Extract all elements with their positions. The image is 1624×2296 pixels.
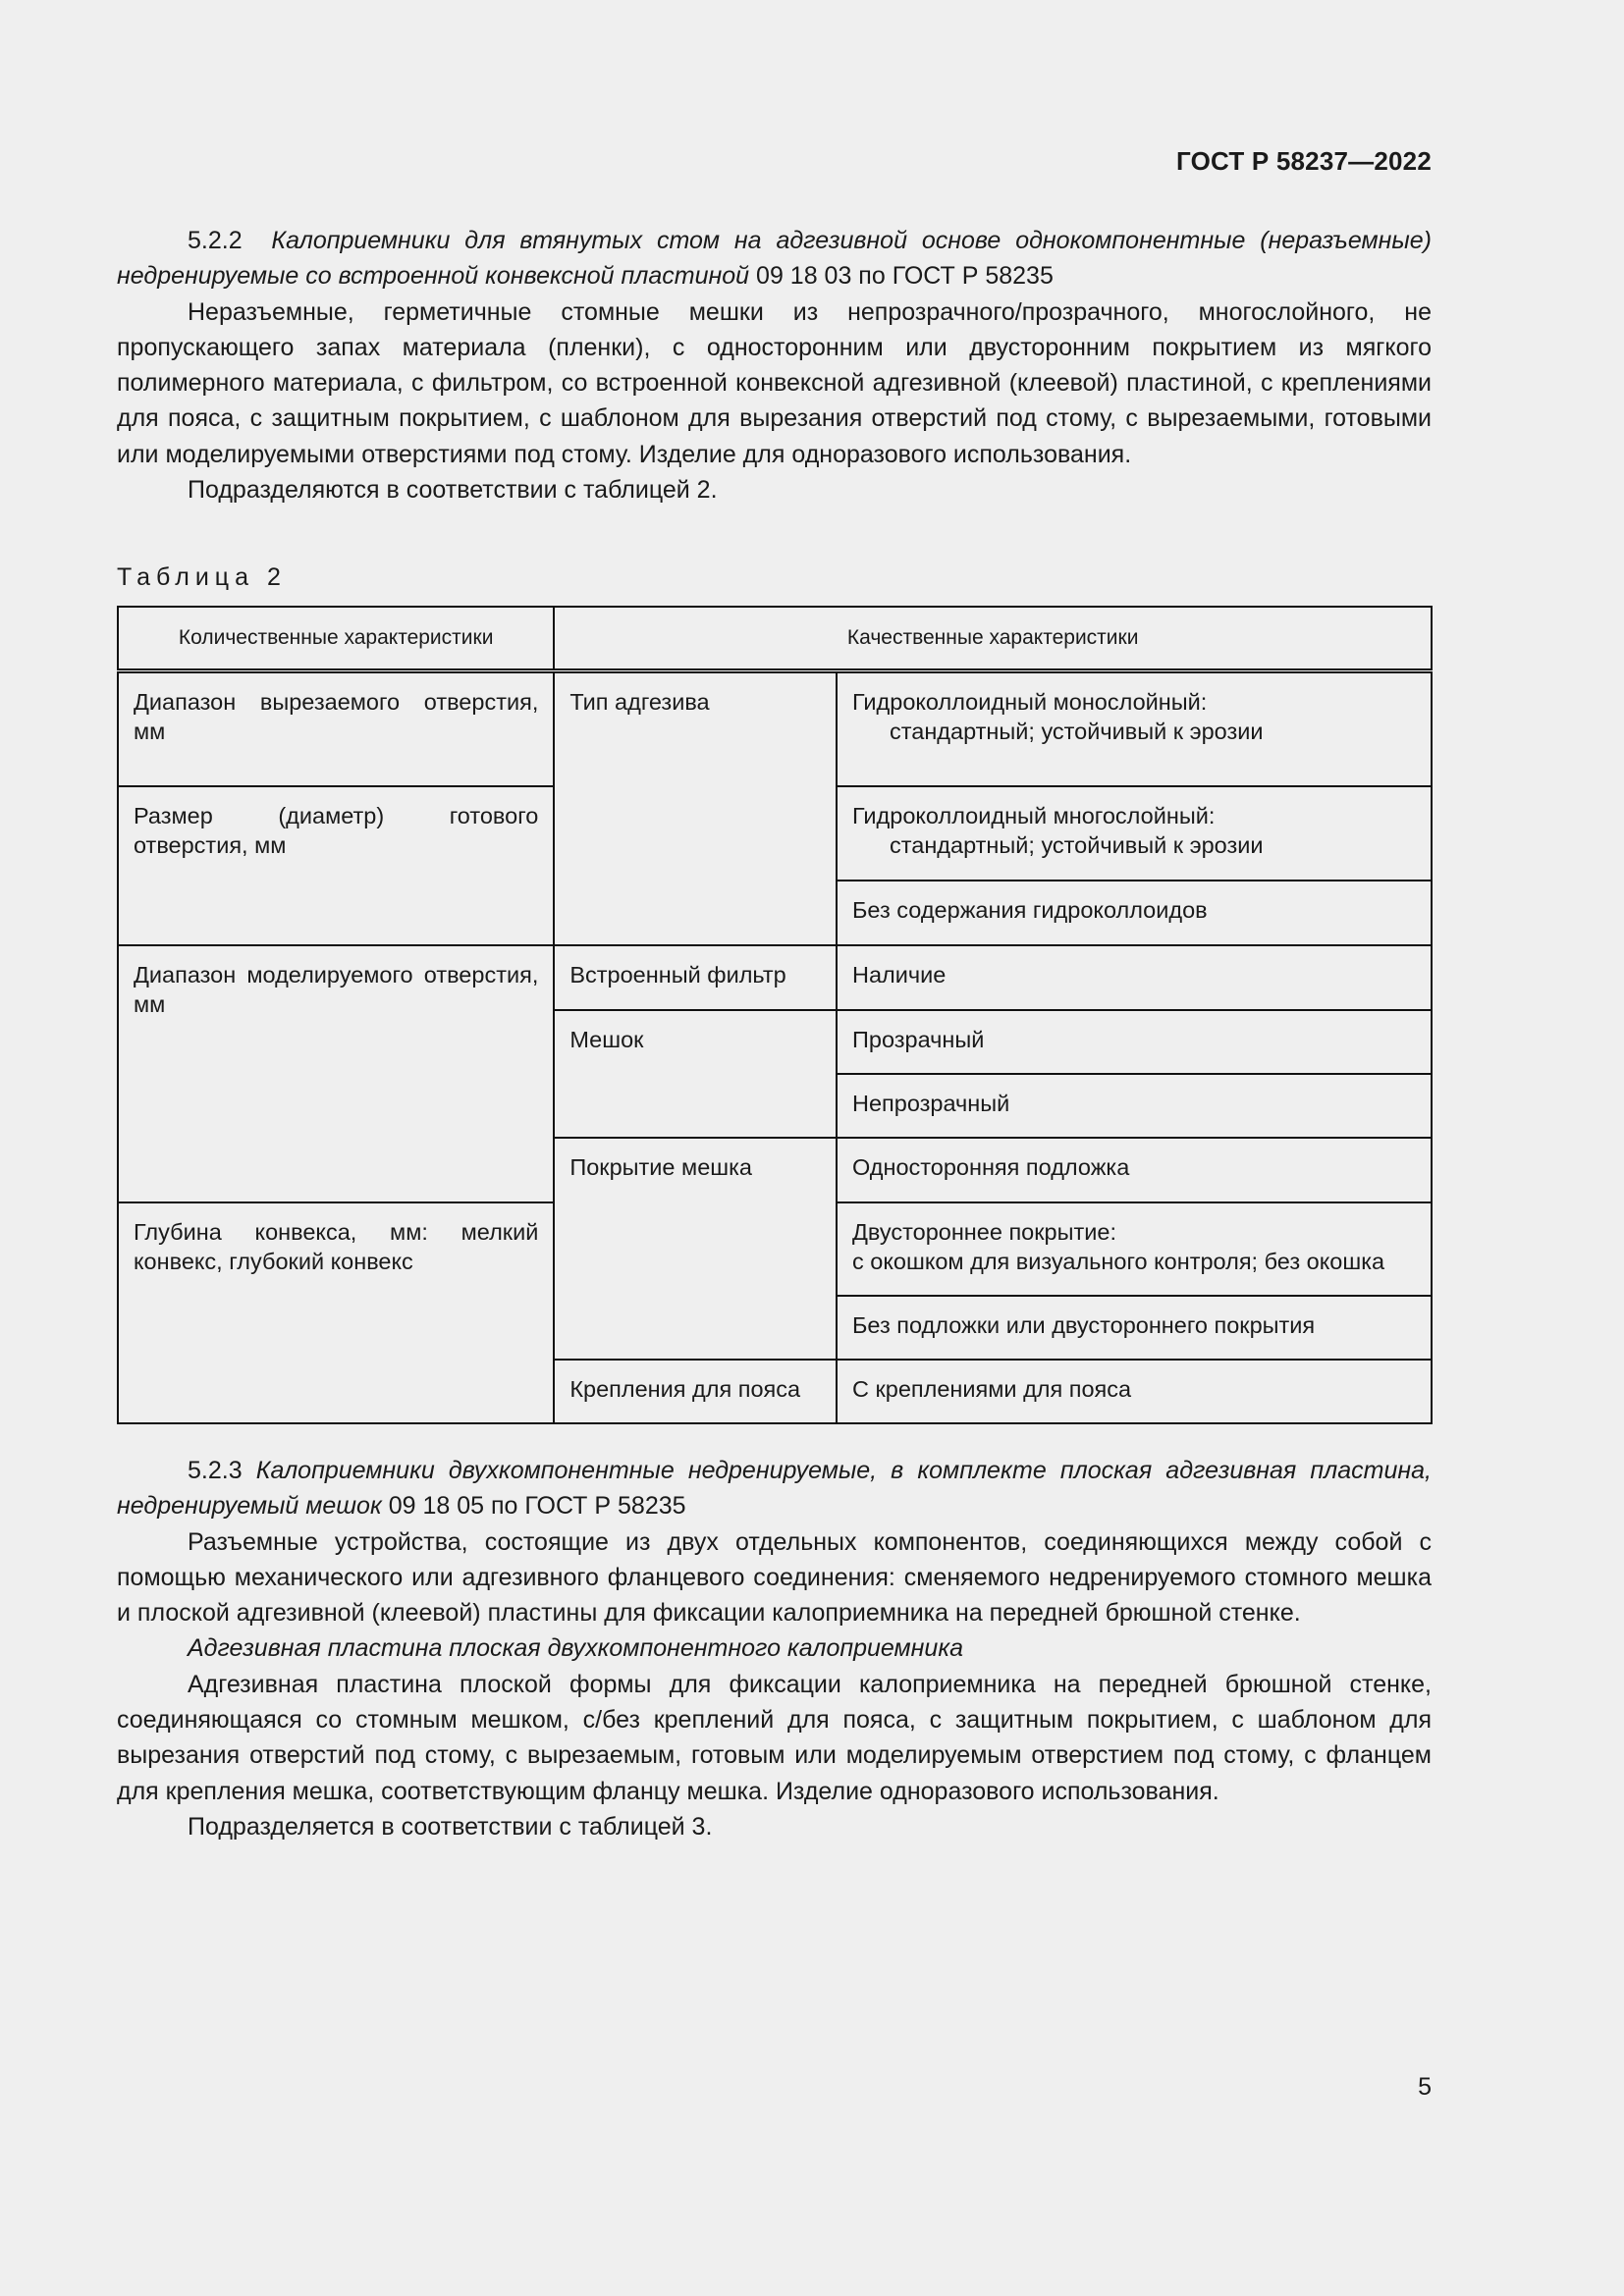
characteristics-table [117, 606, 1433, 1424]
filter-value: Наличие [837, 945, 1432, 1010]
code-reference: 09 18 05 по ГОСТ Р 58235 [388, 1492, 686, 1521]
document-code: ГОСТ Р 58237—2022 [1176, 146, 1432, 176]
quantitative-cell: Диапазон моделируемого отверстия, мм [118, 945, 554, 1202]
section-description: Разъемные устройства, состоящие из двух отдельных компонентов, соединяющихся между собой с помощью механического или адгезивного фланцевого соединения: сменяемого недренируемого стомного мешка и плоской адгезивной (клеевой) пластины для фиксации калоприемника на передней брюшной стенке. [117, 1527, 1432, 1628]
page-number: 5 [1418, 2073, 1432, 2101]
section-heading [117, 1453, 1432, 1524]
bag-value: Непрозрачный [837, 1074, 1432, 1138]
value-sub: стандартный; устойчивый к эрозии [890, 831, 1264, 858]
value-sub: с окошком для визуального контроля; без окошка [852, 1248, 1385, 1274]
header-quantitative: Количественные характеристики [118, 607, 554, 671]
code-reference: 09 18 03 по ГОСТ Р 58235 [756, 262, 1054, 291]
section-heading [117, 223, 1432, 294]
bag-coating-value [837, 1202, 1432, 1296]
quantitative-cell: Диапазон вырезаемого отверстия, мм [118, 671, 554, 786]
value-title: Гидроколлоидный многослойный: [852, 802, 1216, 828]
adhesive-value [837, 671, 1432, 786]
adhesive-type-label: Тип адгезива [554, 671, 837, 945]
value-sub: стандартный; устойчивый к эрозии [890, 719, 1264, 744]
plate-description: Адгезивная пластина плоской формы для фиксации калоприемника на передней брюшной стенке, соединяющаяся со стомным мешком, с/без креплений для пояса, с защитным покрытием, с шаблоном для вырезания отверстий под стому, с вырезаемым, готовым или моделируемым отверстием под стому, с фланцем для крепления мешка, соответствующим фланцу мешка. Изделие одноразового использования. [117, 1670, 1432, 1805]
quantitative-cell: Глубина конвекса, мм: мелкий конвекс, глубокий конвекс [118, 1202, 554, 1423]
bag-coating-value: Без подложки или двустороннего покрытия [837, 1296, 1432, 1360]
section-description: Неразъемные, герметичные стомные мешки из непрозрачного/прозрачного, многослойного, не пропускающего запах материала (пленки), с односторонним или двусторонним покрытием из мягкого полимерного материала, с фильтром, со встроенной конвексной адгезивной (клеевой) пластиной, с креплениями для пояса, с защитным покрытием, с шаблоном для вырезания отверстий под стому, с вырезаемыми, готовыми или моделируемыми отверстиями под стому. Изделие для одноразового использования. [117, 297, 1432, 468]
header-qualitative: Качественные характеристики [554, 607, 1432, 671]
belt-value: С креплениями для пояса [837, 1360, 1432, 1423]
adhesive-value: Без содержания гидроколлоидов [837, 881, 1432, 945]
subheading-text: Адгезивная пластина плоская двухкомпонентного калоприемника [188, 1634, 964, 1663]
section-number: 5.2.3 [188, 1457, 243, 1484]
table-header-row [118, 607, 1432, 671]
belt-label: Крепления для пояса [554, 1360, 837, 1423]
quantitative-cell: Размер (диаметр) готового отверстия, мм [118, 786, 554, 945]
subheading [117, 1630, 1432, 1666]
section-5-2-2 [117, 223, 1432, 507]
subdivision-note: Подразделяется в соответствии с таблицей 3. [188, 1812, 713, 1841]
subdivision-note: Подразделяются в соответствии с таблицей 2. [188, 476, 718, 505]
adhesive-value [837, 786, 1432, 881]
value-title: Гидроколлоидный монослойный: [852, 689, 1208, 715]
section-title: Калоприемники двухкомпонентные недренируемые, в комплекте плоская адгезивная пластина, недренируемый мешок [117, 1457, 1432, 1521]
table-row [118, 945, 1432, 1010]
filter-label: Встроенный фильтр [554, 945, 837, 1010]
bag-label: Мешок [554, 1010, 837, 1138]
section-5-2-3 [117, 1453, 1432, 1844]
bag-coating-value: Односторонняя подложка [837, 1138, 1432, 1202]
section-title: Калоприемники для втянутых стом на адгезивной основе однокомпонентные (неразъемные) недренируемые со встроенной конвексной пластиной [117, 227, 1432, 291]
bag-coating-label: Покрытие мешка [554, 1138, 837, 1360]
value-title: Двустороннее покрытие: [852, 1218, 1116, 1245]
table-row [118, 671, 1432, 786]
table-caption: Таблица 2 [117, 563, 287, 591]
bag-value: Прозрачный [837, 1010, 1432, 1074]
section-number: 5.2.2 [188, 227, 243, 254]
